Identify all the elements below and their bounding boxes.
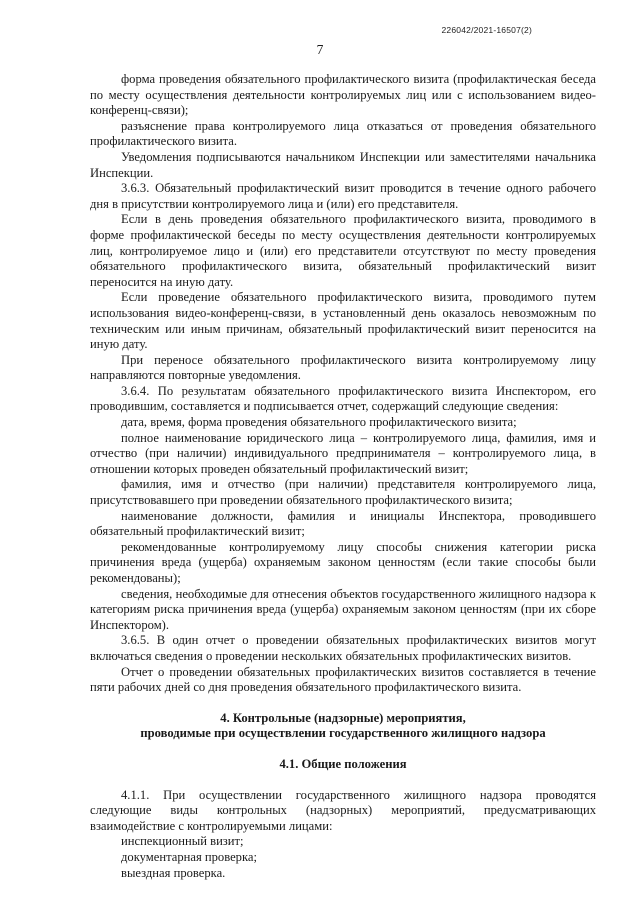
paragraph: форма проведения обязательного профилактического визита (профилактическая беседа по месту осуществления деятельности контролируемых лиц или с использованием видео-конференц-связи); — [90, 72, 596, 118]
paragraph: 3.6.5. В один отчет о проведении обязательных профилактических визитов могут включаться сведения о проведении нескольких обязательных профилактических визитов. — [90, 633, 596, 663]
list-item: документарная проверка; — [121, 849, 257, 864]
paragraph: Уведомления подписываются начальником Инспекции или заместителями начальника Инспекции. — [90, 149, 596, 180]
subsection-heading: 4.1. Общие положения — [279, 756, 407, 771]
spacer — [90, 696, 596, 711]
paragraph: Если в день проведения обязательного профилактического визита, проводимого в форме профилактической беседы по месту осуществления деятельности контролируемых лиц, контролируемое лицо и (или) его представители отсутствуют по месту проведения обязательного профилактического визита, обязательный профилактический визит переносится на иную дату. — [90, 212, 596, 289]
section-heading-line1: 4. Контрольные (надзорные) мероприятия, — [220, 710, 466, 725]
paragraph: полное наименование юридического лица – контролируемого лица, фамилия, имя и отчество (при наличии) индивидуального предпринимателя – контролируемого лица, в отношении которых проведен обязательный профилактический визит; — [90, 430, 596, 476]
section-heading-line2: проводимые при осуществлении государственного жилищного надзора — [140, 726, 546, 741]
paragraph: 3.6.3. Обязательный профилактический визит проводится в течение одного рабочего дня в присутствии контролируемого лица и (или) его представителя. — [90, 181, 596, 211]
spacer — [90, 742, 596, 757]
document-body — [90, 72, 596, 881]
paragraph: При переносе обязательного профилактического визита контролируемому лицу направляются повторные уведомления. — [90, 352, 596, 383]
page-number: 7 — [316, 42, 324, 57]
paragraph: 4.1.1. При осуществлении государственного жилищного надзора проводятся следующие виды контрольных (надзорных) мероприятий, предусматривающих взаимодействие с контролируемыми лицами: — [90, 787, 596, 833]
document-id: 226042/2021-16507(2) — [441, 25, 532, 35]
paragraph: сведения, необходимые для отнесения объектов государственного жилищного надзора к категориям риска причинения вреда (ущерба) охраняемым законом ценностям (при их сборе Инспектором). — [90, 586, 596, 632]
paragraph: дата, время, форма проведения обязательного профилактического визита; — [121, 415, 517, 430]
paragraph: Отчет о проведении обязательных профилактических визитов составляется в течение пяти рабочих дней со дня проведения обязательного профилактического визита. — [90, 664, 596, 695]
paragraph: рекомендованные контролируемому лицу способы снижения категории риска причинения вреда (ущерба) охраняемым законом ценностям (если такие способы были рекомендованы); — [90, 539, 596, 585]
paragraph: Если проведение обязательного профилактического визита, проводимого путем использования видео-конференц-связи, в установленный день оказалось невозможным по техническим или иным причинам, обязательный профилактический визит переносится на иную дату. — [90, 290, 596, 352]
paragraph: 3.6.4. По результатам обязательного профилактического визита Инспектором, его проводившим, составляется и подписывается отчет, содержащий следующие сведения: — [90, 383, 596, 414]
paragraph: наименование должности, фамилия и инициалы Инспектора, проводившего обязательный профилактический визит; — [90, 508, 596, 539]
list-item: инспекционный визит; — [121, 834, 244, 849]
paragraph: разъяснение права контролируемого лица отказаться от проведения обязательного профилактического визита. — [90, 118, 596, 149]
list-item: выездная проверка. — [121, 865, 226, 880]
spacer — [90, 773, 596, 788]
paragraph: фамилия, имя и отчество (при наличии) представителя контролируемого лица, присутствовавшего при проведении обязательного профилактического визита; — [90, 477, 596, 508]
